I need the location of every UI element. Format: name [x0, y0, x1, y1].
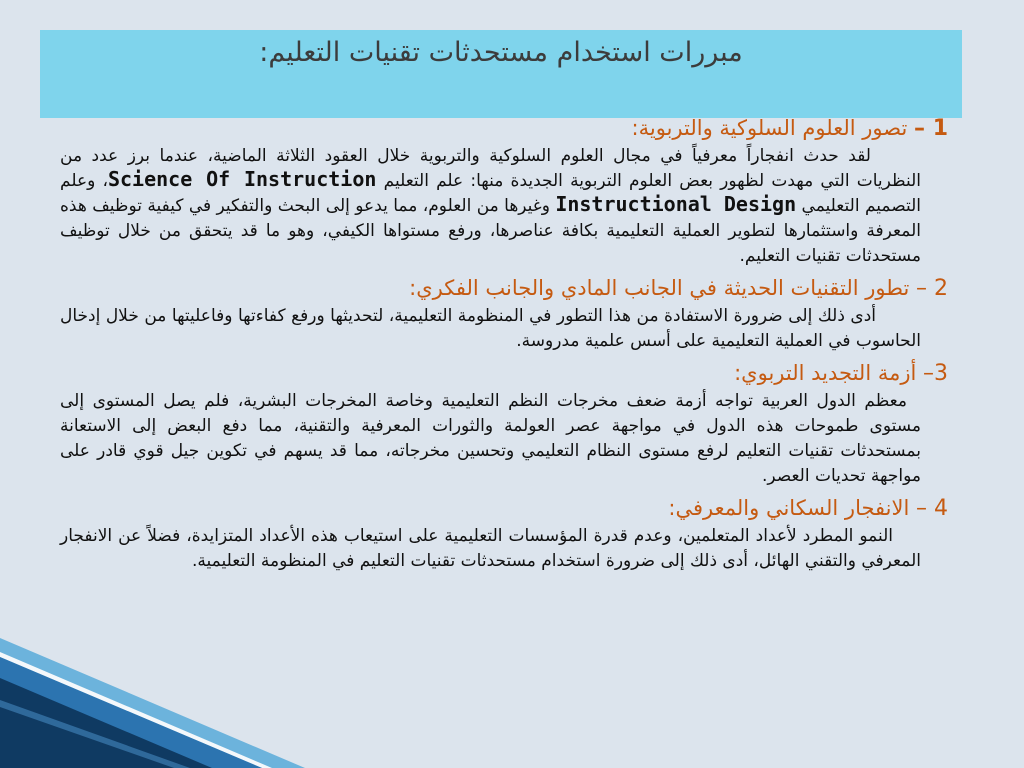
section-heading-text: تطور التقنيات الحديثة في الجانب المادي والجانب الفكري: [409, 276, 910, 300]
slide-body [60, 113, 948, 578]
section-number: 1 – [914, 116, 948, 141]
section-heading [60, 273, 948, 304]
section-heading-text: أزمة التجديد التربوي: [734, 361, 917, 385]
paragraph-text: لقد حدث انفجاراً معرفياً في مجال العلوم السلوكية والتربوية خلال العقود الثلاثة الماضية، عندما برز عدد من النظريات التي مهدت لظهور بعض العلوم التربوية الجديدة منها: علم التعليم [60, 146, 922, 191]
slide-title: مبررات استخدام مستحدثات تقنيات التعليم: [259, 37, 743, 68]
paragraph-text: النمو المطرد لأعداد المتعلمين، وعدم قدرة المؤسسات التعليمية على استيعاب هذه الأعداد المتزايدة، فضلاً عن الانفجار المعرفي والتقني الهائل، أدى ذلك إلى ضرورة استخدام مستحدثات تقنيات التعليم في المنظومة التعليمية. [60, 526, 921, 571]
paragraph-text: أدى ذلك إلى ضرورة الاستفادة من هذا التطور في المنظومة التعليمية، لتحديثها ورفع كفاءتها وفاعليتها من خلال إدخال الحاسوب في العملية التعليمية على أسس علمية مدروسة. [60, 306, 921, 351]
section-paragraph [60, 304, 921, 354]
section-number: 2 – [916, 276, 948, 301]
section-4 [60, 493, 948, 574]
english-term: Science Of Instruction [107, 167, 377, 191]
paragraph-text: ، وعلم التصميم التعليمي [60, 171, 921, 216]
section-heading [60, 113, 948, 144]
section-paragraph [60, 144, 921, 269]
section-paragraph [60, 524, 921, 574]
section-3 [60, 358, 948, 489]
english-term: Instructional Design [555, 192, 797, 216]
section-heading-text: الانفجار السكاني والمعرفي: [668, 496, 910, 520]
section-heading [60, 358, 948, 389]
paragraph-text: معظم الدول العربية تواجه أزمة ضعف مخرجات النظم التعليمية وخاصة المخرجات البشرية، فلم يصل المستوى إلى مستوى طموحات هذه الدول في مواجهة عصر العولمة والثورات المعرفية والتقنية، مما دفع البعض إلى الاستعانة بمستحدثات تقنيات التعليم لرفع مستوى النظام التعليمي وتحسين مخرجاته، مما قد يسهم في تكوين جيل قوي قادر على مواجهة تحديات العصر. [60, 391, 921, 486]
title-banner [40, 30, 962, 118]
section-2 [60, 273, 948, 354]
section-heading [60, 493, 948, 524]
section-number: 3– [923, 361, 948, 386]
section-1 [60, 113, 948, 269]
paragraph-text: وغيرها من العلوم، مما يدعو إلى البحث والتفكير في كيفية توظيف هذه المعرفة واستثمارها لتطوير العملية التعليمية بكافة عناصرها، ورفع مستواها الكيفي، وهو ما قد يتحقق من خلال توظيف مستحدثات تقنيات التعليم. [60, 196, 921, 266]
section-paragraph [60, 389, 921, 489]
corner-stripe-decoration [0, 628, 320, 768]
section-heading-text: تصور العلوم السلوكية والتربوية: [631, 116, 908, 140]
section-number: 4 – [916, 496, 948, 521]
